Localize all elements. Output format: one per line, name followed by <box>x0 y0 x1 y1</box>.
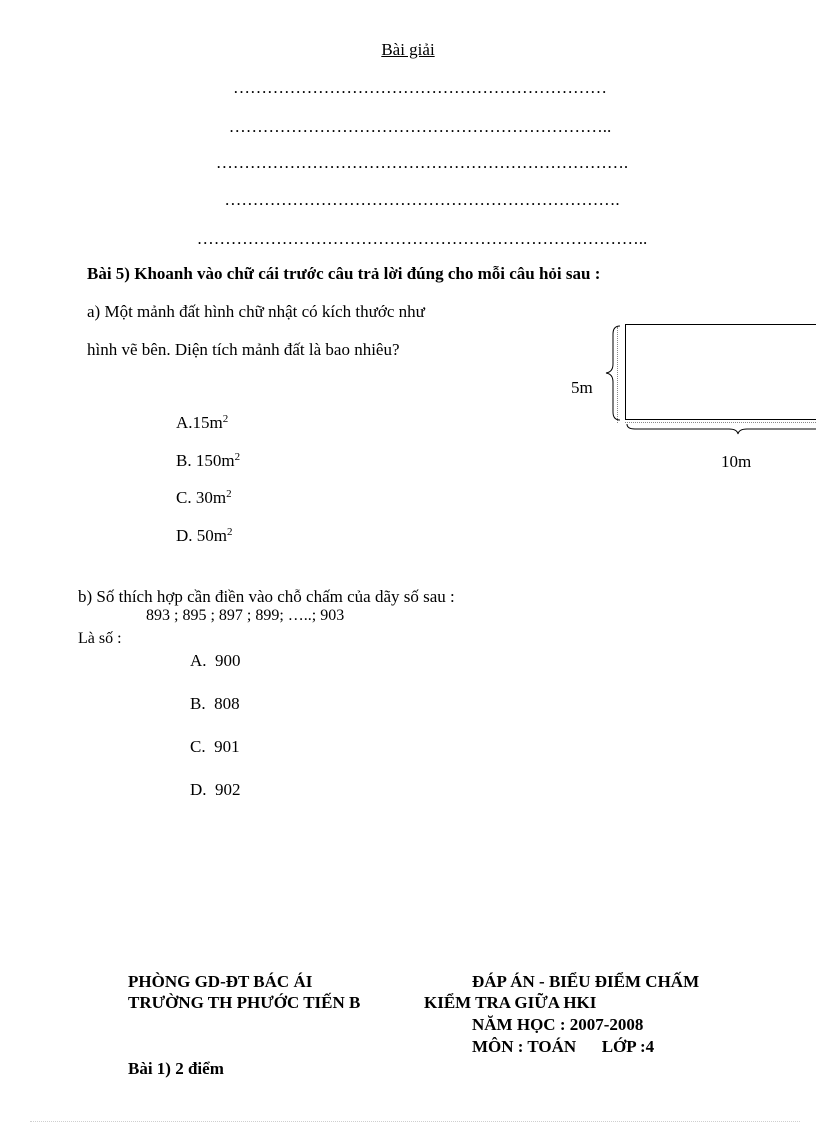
answer-dot-line: ……………………………………………………………. <box>224 190 620 209</box>
option-a-exponent: 2 <box>222 413 229 425</box>
school-name: TRƯỜNG TH PHƯỚC TIẾN B <box>128 993 361 1012</box>
option-d-exponent: 2 <box>227 526 233 538</box>
option-b-text: B. 150m <box>176 451 235 470</box>
option-b-b[interactable]: B. 808 <box>190 694 240 713</box>
exam-name: KIỂM TRA GIỮA HKI <box>424 993 597 1012</box>
bai5-heading: Bài 5) Khoanh vào chữ cái trước câu trả lời đúng cho mỗi câu hỏi sau : <box>87 264 601 283</box>
option-c-exponent: 2 <box>226 488 232 500</box>
number-sequence: 893 ; 895 ; 897 ; 899; …..; 903 <box>146 607 345 624</box>
answer-dot-line: ………………………………………………………….. <box>228 117 612 136</box>
page-footer-divider <box>30 1121 800 1122</box>
school-office: PHÒNG GD-ĐT BÁC ÁI <box>128 972 313 991</box>
part-b-question: b) Số thích hợp cần điền vào chỗ chấm của dãy số sau : <box>78 587 455 606</box>
school-year: NĂM HỌC : 2007-2008 <box>472 1015 644 1034</box>
option-b-c[interactable]: C. 901 <box>190 737 240 756</box>
part-a-question-line1: a) Một mảnh đất hình chữ nhật có kích thước như <box>87 302 425 321</box>
height-brace-icon <box>600 322 626 424</box>
subject-class: MÔN : TOÁN LỚP :4 <box>472 1037 655 1056</box>
option-d-text: D. 50m <box>176 526 227 545</box>
option-b-exponent: 2 <box>234 451 241 463</box>
option-c[interactable] <box>176 488 232 508</box>
option-b-d[interactable]: D. 902 <box>190 780 241 799</box>
part-a-question-line2: hình vẽ bên. Diện tích mảnh đất là bao nhiêu? <box>87 340 400 359</box>
answer-key-title: ĐÁP ÁN - BIỂU ĐIỂM CHẤM <box>472 972 700 991</box>
answer-dot-line: ………………………………………………………… <box>233 78 607 97</box>
option-b[interactable] <box>176 451 240 471</box>
option-a[interactable] <box>176 413 228 433</box>
width-brace-icon <box>625 422 816 436</box>
answer-dot-line: …………………………………………………………………….. <box>196 229 648 248</box>
width-label: 10m <box>721 452 752 471</box>
height-label: 5m <box>571 378 593 397</box>
bai1-points: Bài 1) 2 điểm <box>128 1059 224 1078</box>
solution-title: Bài giải <box>381 40 435 59</box>
option-a-text: A.15m <box>176 413 223 432</box>
option-d[interactable] <box>176 526 233 546</box>
option-c-text: C. 30m <box>176 488 227 507</box>
part-b-prompt: Là số : <box>78 630 122 647</box>
rectangle-figure <box>625 324 816 420</box>
option-b-a[interactable]: A. 900 <box>190 651 241 670</box>
answer-dot-line: ………………………………………………………………. <box>215 153 629 172</box>
